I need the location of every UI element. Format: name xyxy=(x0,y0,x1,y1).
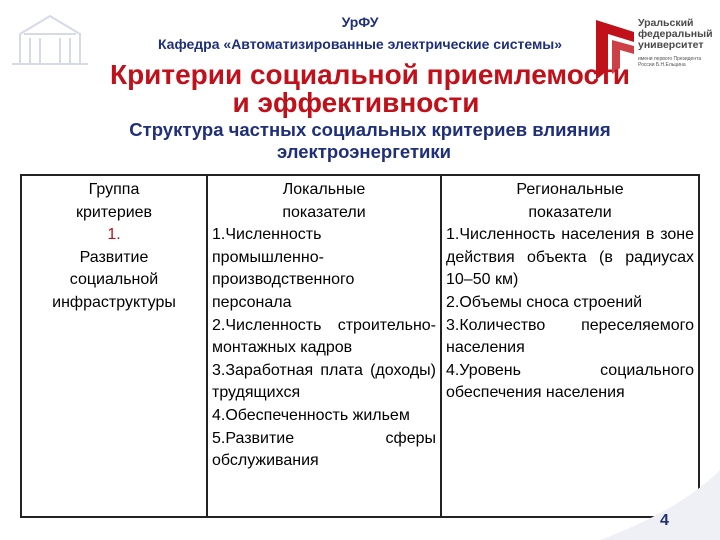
regional-indicator-item: 1.Численность населения в зоне действия объекта (в радиусах 10–50 км) xyxy=(446,226,694,289)
university-logo-subtext: имени первого Президента России Б.Н.Ельцина xyxy=(638,56,702,68)
organization-short-name: УрФУ xyxy=(341,14,379,30)
slide-subtitle-line-2: электроэнергетики xyxy=(276,141,452,162)
group-name: Развитие социальной инфраструктуры xyxy=(52,248,176,311)
local-indicator-item: 4.Обеспеченность жильем xyxy=(212,406,410,424)
slide-title-line-1: Критерии социальной приемлемости xyxy=(109,59,631,90)
regional-indicator-item: 2.Объемы сноса строений xyxy=(446,293,643,311)
group-number: 1. xyxy=(107,226,121,244)
slide-title-line-2: и эффективности xyxy=(232,87,480,118)
local-header: Локальные показатели xyxy=(282,181,366,221)
group-header: Группа критериев xyxy=(75,181,153,221)
local-indicator-item: 2.Численность строительно-монтажных кадров xyxy=(212,316,436,357)
regional-indicator-item: 3.Количество переселяемого населения xyxy=(446,316,694,357)
corner-decoration-icon xyxy=(560,470,720,540)
local-indicator-item: 1.Численность промышленно-производственного персонала xyxy=(212,226,355,311)
table-row xyxy=(21,175,699,517)
university-logo-text: Уральский федеральный университет xyxy=(638,17,713,51)
criteria-table xyxy=(20,174,700,518)
local-indicator-item: 3.Заработная плата (доходы) трудящихся xyxy=(212,361,436,402)
department-name: Кафедра «Автоматизированные электрические системы» xyxy=(157,36,563,52)
slide-subtitle-line-1: Структура частных социальных критериев влияния xyxy=(129,119,611,140)
group-cell xyxy=(21,175,207,517)
page-number: 4 xyxy=(660,512,669,529)
regional-indicator-item: 4.Уровень социального обеспечения населения xyxy=(446,361,694,402)
local-indicator-item: 5.Развитие сферы обслуживания xyxy=(212,429,436,470)
local-indicators-cell xyxy=(207,175,441,517)
regional-indicators-cell xyxy=(441,175,699,517)
regional-header: Региональные показатели xyxy=(516,181,624,221)
